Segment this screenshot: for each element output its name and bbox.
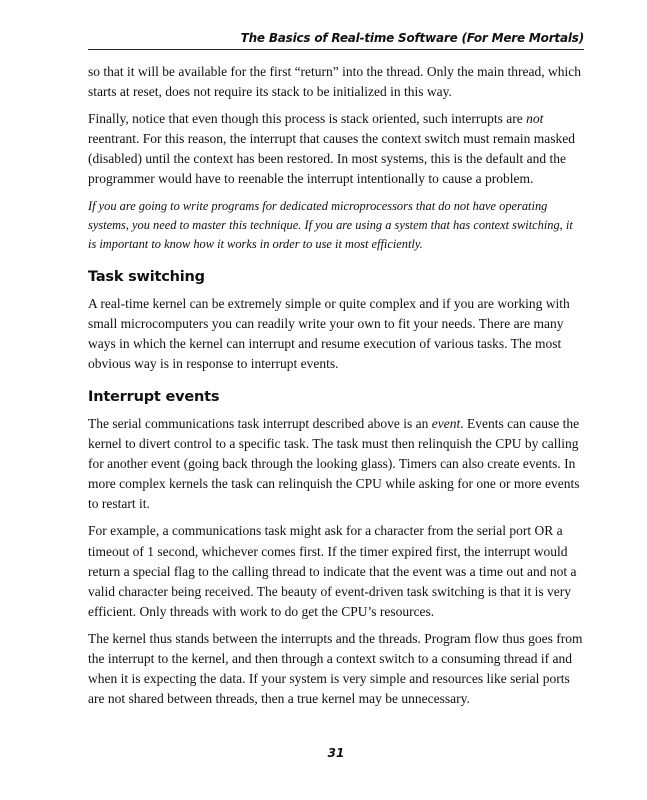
paragraph-kernel-overview: A real-time kernel can be extremely simple or quite complex and if you are working with small microcomputers you can readily write your own to fit your needs. There are many ways in which the kernel can interrupt and resume execution of various tasks. The most obvious way is in response to interrupt events.	[88, 295, 570, 371]
header-rule	[88, 49, 584, 50]
paragraph-reentrant-text-2: reentrant. For this reason, the interrupt that causes the context switch must remain masked (disabled) until the context has been restored. In most systems, this is the default and the programmer would have to reenable the interrupt intentionally to cause a problem.	[88, 131, 575, 187]
paragraph-kernel-role: The kernel thus stands between the interrupts and the threads. Program flow thus goes from the interrupt to the kernel, and then through a context switch to a consuming thread if and when it is expecting the data. If your system is very simple and resources like serial ports are not shared between threads, then a true kernel may be unnecessary.	[88, 630, 583, 707]
emphasis-event: event	[431, 415, 461, 431]
paragraph-stack-init: so that it will be available for the first “return” into the thread. Only the main thread, which starts at reset, does not require its stack to be initialized in this way.	[88, 64, 581, 100]
running-header: The Basics of Real-time Software (For Mere Mortals)	[240, 31, 584, 45]
italic-note: If you are going to write programs for dedicated microprocessors that do not have operating systems, you need to master this technique. If you are using a system that has context switching, it is important to know how it works in order to use it most efficiently.	[88, 198, 573, 251]
page-content	[88, 62, 584, 716]
paragraph-reentrant	[88, 109, 584, 189]
paragraph-reentrant-text-1: Finally, notice that even though this process is stack oriented, such interrupts are	[88, 111, 527, 127]
paragraph-events-text-2: . Events can cause the kernel to divert control to a specific task. The task must then relinquish the CPU by calling for another event (going back through the looking glass). Timers can also create events. In more complex kernels the task can relinquish the CPU while asking for one or more events to restart it.	[88, 415, 580, 512]
paragraph-events	[88, 414, 584, 514]
page-number: 31	[327, 746, 345, 760]
heading-interrupt-events: Interrupt events	[88, 388, 220, 405]
paragraph-example: For example, a communications task might ask for a character from the serial port OR a timeout of 1 second, whichever comes first. If the timer expired first, the interrupt would return a special flag to the calling thread to indicate that the event was a time out and not a valid character being received. The beauty of event-driven task switching is that it is very efficient. Only threads with work to do get the CPU’s resources.	[88, 523, 577, 619]
heading-task-switching: Task switching	[88, 268, 205, 285]
paragraph-events-text-1: The serial communications task interrupt described above is an	[88, 415, 432, 431]
emphasis-not: not	[526, 111, 544, 127]
